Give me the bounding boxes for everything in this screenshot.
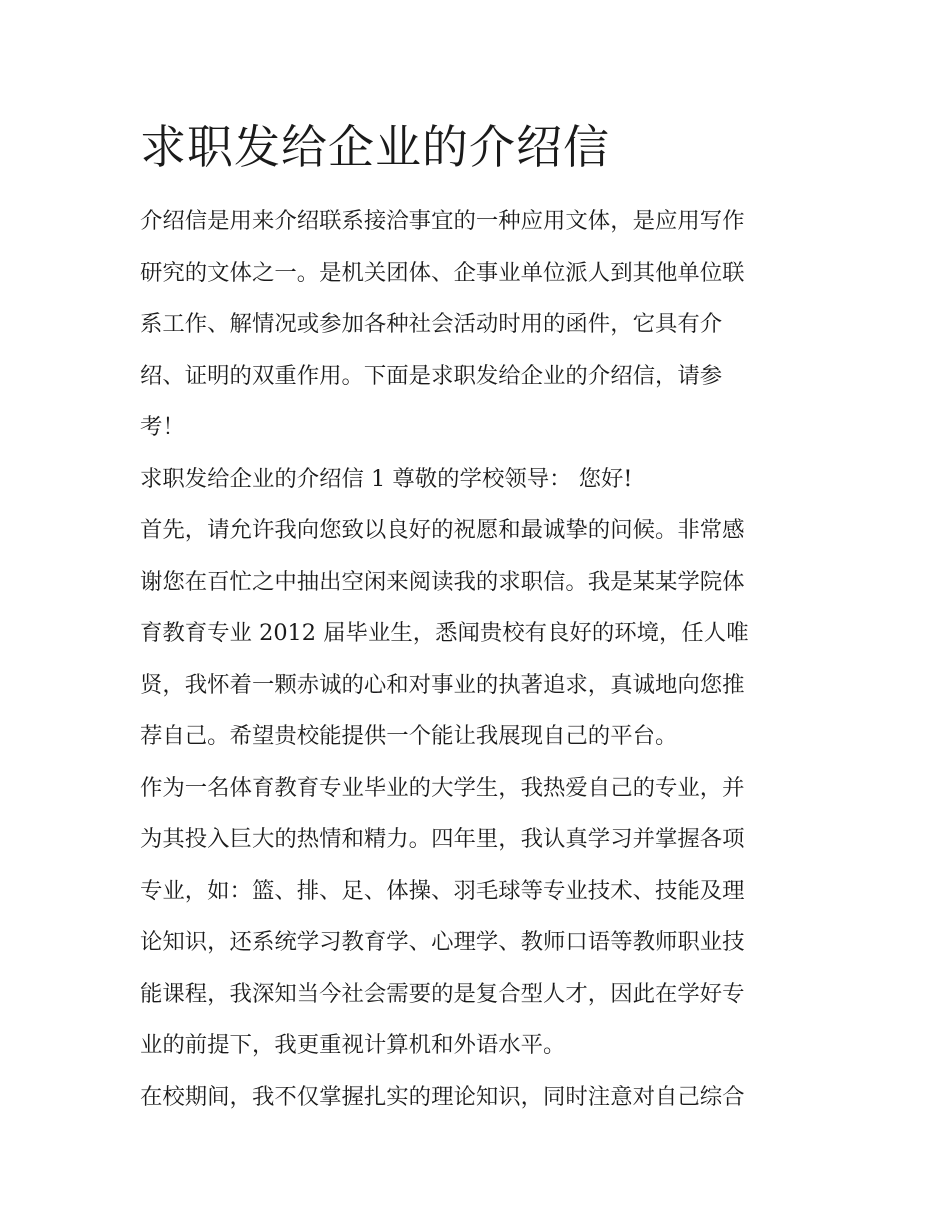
paragraph-line: 考！ (140, 414, 185, 440)
paragraph-line: 系工作、解情况或参加各种社会活动时用的函件，它具有介 (140, 311, 723, 337)
body-paragraph-2 (140, 763, 812, 1072)
paragraph-line: 贤，我怀着一颗赤诚的心和对事业的执著追求，真诚地向您推 (140, 671, 745, 698)
paragraph-line: 作为一名体育教育专业毕业的大学生，我热爱自己的专业，并 (140, 774, 745, 801)
paragraph-line: 谢您在百忙之中抽出空闲来阅读我的求职信。我是某某学院体 (140, 568, 745, 595)
document-page (140, 112, 812, 1123)
paragraph-line: 求职发给企业的介绍信 1 尊敬的学校领导： 您好! (140, 465, 633, 492)
paragraph-line: 能课程，我深知当今社会需要的是复合型人才，因此在学好专 (140, 980, 745, 1007)
paragraph-line: 在校期间，我不仅掌握扎实的理论知识，同时注意对自己综合 (140, 1083, 745, 1110)
paragraph-line: 荐自己。希望贵校能提供一个能让我展现自己的平台。 (140, 723, 678, 749)
body-paragraph-3 (140, 1072, 812, 1124)
paragraph-line: 专业，如：篮、排、足、体操、羽毛球等专业技术、技能及理 (140, 877, 745, 904)
paragraph-line: 研究的文体之一。是机关团体、企事业单位派人到其他单位联 (140, 259, 745, 286)
paragraph-line: 论知识，还系统学习教育学、心理学、教师口语等教师职业技 (140, 929, 745, 955)
document-title: 求职发给企业的介绍信 (140, 120, 610, 174)
paragraph-line: 育教育专业 2012 届毕业生，悉闻贵校有良好的环境，任人唯 (140, 620, 749, 646)
paragraph-line: 介绍信是用来介绍联系接洽事宜的一种应用文体，是应用写作 (140, 208, 745, 234)
paragraph-line: 绍、证明的双重作用。下面是求职发给企业的介绍信，请参 (140, 362, 723, 389)
body-paragraph-1 (140, 505, 812, 763)
intro-paragraph (140, 196, 812, 454)
salutation-paragraph (140, 454, 812, 506)
paragraph-line: 业的前提下，我更重视计算机和外语水平。 (140, 1032, 566, 1058)
paragraph-line: 为其投入巨大的热情和精力。四年里，我认真学习并掌握各项 (140, 826, 745, 852)
paragraph-line: 首先，请允许我向您致以良好的祝愿和最诚挚的问候。非常感 (140, 517, 745, 543)
